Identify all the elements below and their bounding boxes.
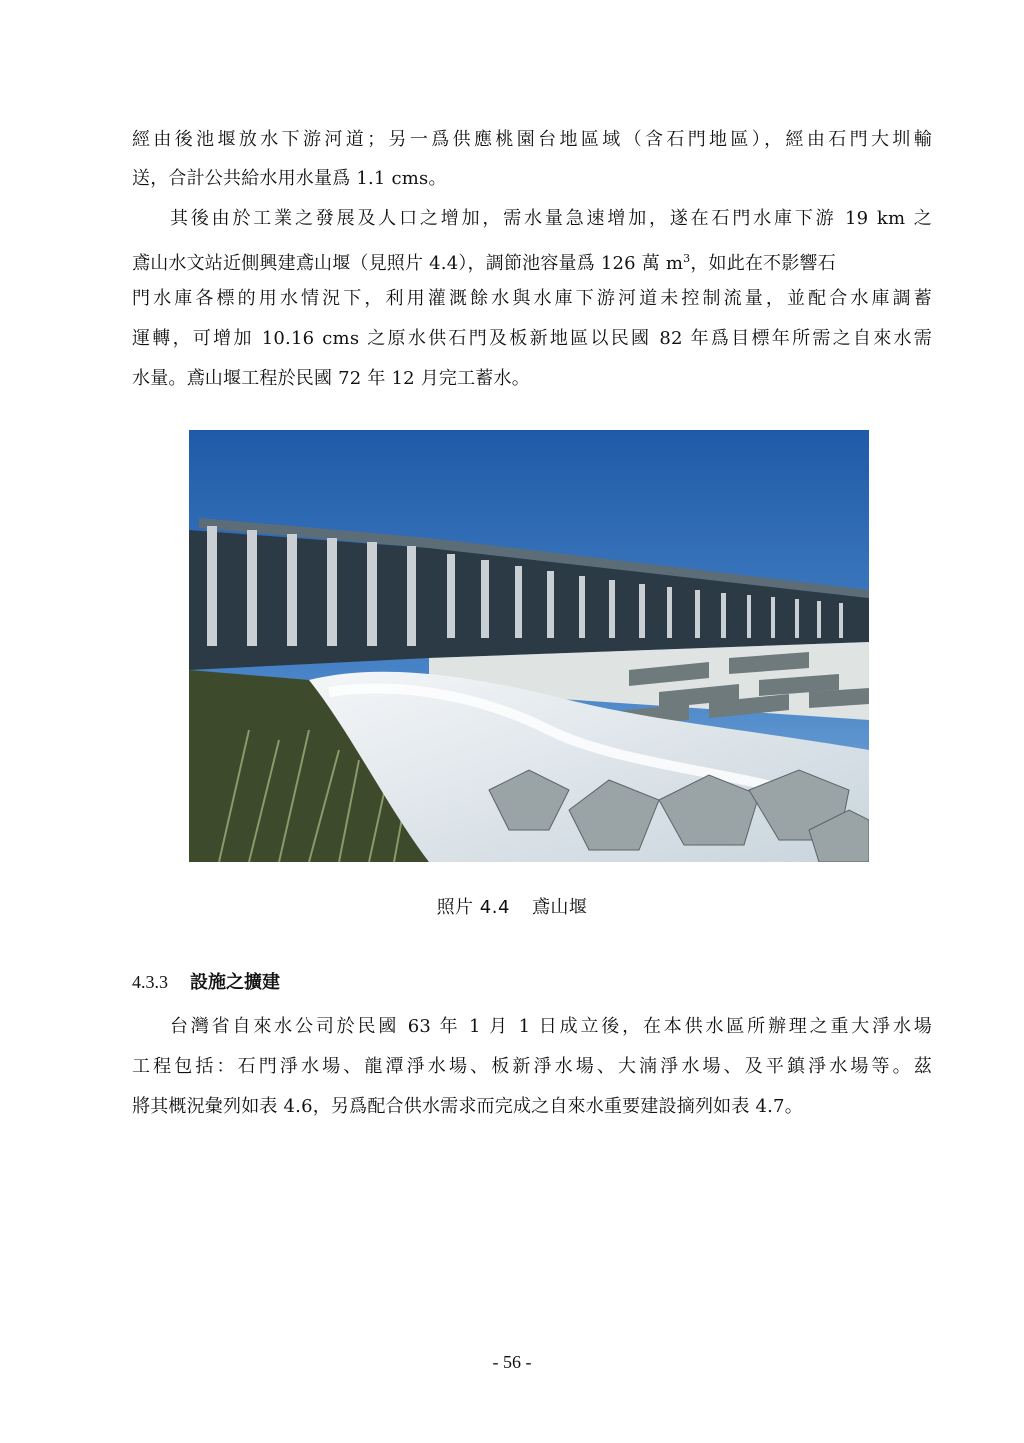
paragraph1-line1: 經由後池堰放水下游河道；另一爲供應桃園台地區域（含石門地區），經由石門大圳輸: [132, 129, 932, 150]
paragraph3-line2: 工程包括：石門淨水場、龍潭淨水場、板新淨水場、大湳淨水場、及平鎮淨水場等。茲: [132, 1056, 932, 1077]
page-number: - 56 -: [492, 1352, 532, 1372]
photo-caption: [0, 893, 1024, 919]
weir-photo: [189, 430, 869, 862]
paragraph2-line5: 水量。鳶山堰工程於民國 72 年 12 月完工蓄水。: [132, 368, 530, 389]
photo-caption-number: 照片 4.4: [436, 897, 510, 918]
paragraph3-line3: 將其概況彙列如表 4.6，另爲配合供水需求而完成之自來水重要建設摘列如表 4.7。: [132, 1096, 803, 1117]
paragraph2-line2-part-b: ，如此在不影響石: [690, 253, 836, 274]
photo-caption-title: 鳶山堰: [531, 897, 588, 918]
section-heading: [132, 971, 280, 994]
section-title: 設施之擴建: [190, 972, 280, 993]
paragraph2-line4: 運轉，可增加 10.16 cms 之原水供石門及板新地區以民國 82 年爲目標年所需之自來水需: [132, 328, 932, 349]
paragraph1-line2: 送，合計公共給水用水量爲 1.1 cms。: [132, 168, 447, 189]
paragraph2-line3: 門水庫各標的用水情況下，利用灌溉餘水與水庫下游河道未控制流量，並配合水庫調蓄: [132, 288, 932, 309]
superscript-three: 3: [683, 252, 691, 265]
paragraph2-line1: 其後由於工業之發展及人口之增加，需水量急速增加，遂在石門水庫下游 19 km 之: [170, 208, 932, 229]
section-number: 4.3.3: [132, 972, 168, 992]
paragraph2-line2: [132, 248, 932, 275]
paragraph2-line2-part-a: 鳶山水文站近側興建鳶山堰（見照片 4.4），調節池容量爲 126 萬 m: [132, 253, 684, 274]
paragraph3-line1: 台灣省自來水公司於民國 63 年 1 月 1 日成立後，在本供水區所辦理之重大淨水場: [170, 1016, 932, 1037]
